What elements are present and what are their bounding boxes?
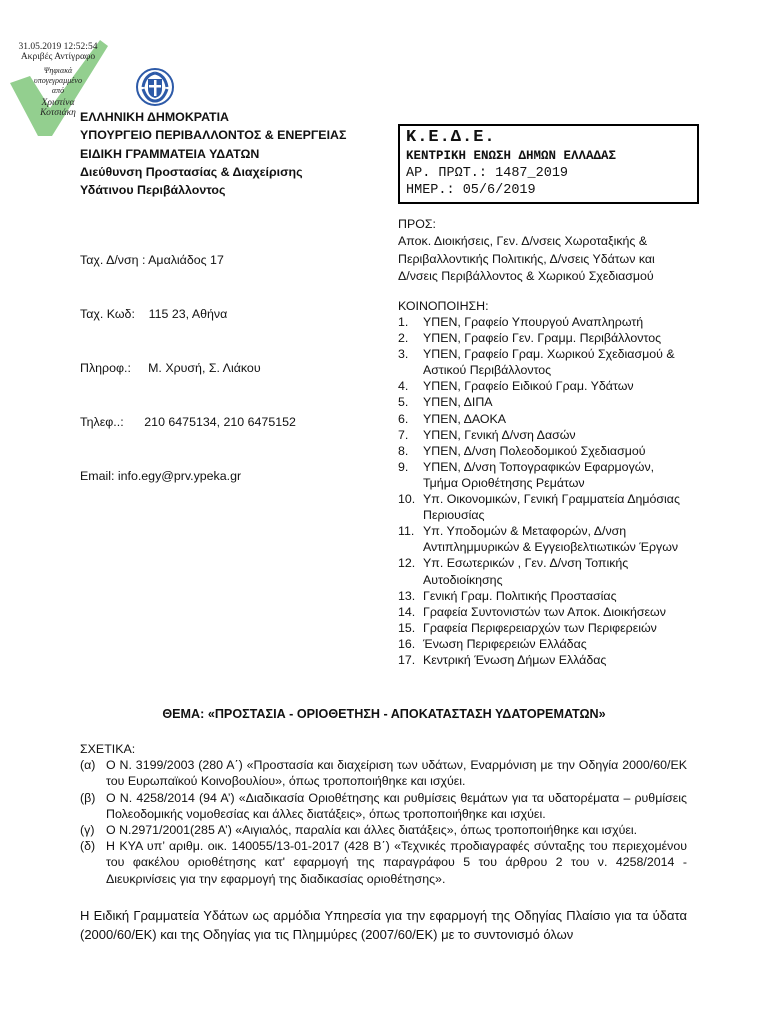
cc-item-number: 16. — [398, 636, 416, 651]
cc-item-text — [423, 523, 678, 555]
greek-coat-of-arms-icon — [135, 67, 175, 107]
cc-item-number: 7. — [398, 427, 409, 442]
cc-item — [398, 620, 718, 636]
reference-text: Η ΚΥΑ υπ’ αριθμ. οικ. 140055/13-01-2017 (428 Β΄) «Τεχνικές προδιαγραφές σύνταξης του περιεχομένου του φακέλου οριοθέτησης κατ' εφαρμογή της παραγράφου 5 του άρθρου 2 του ν. 4258/2014 - Διευκρινίσεις για την εφαρμογή της διαδικασίας οριοθέτησης». — [106, 839, 687, 886]
cc-item — [398, 604, 718, 620]
cc-item-text — [423, 620, 657, 636]
cc-item-line: Αστικού Περιβάλλοντος — [423, 363, 552, 378]
cc-item-number: 15. — [398, 620, 416, 635]
cc-item-text — [423, 604, 666, 620]
reference-label: (δ) — [80, 839, 96, 854]
recipient-line: Δ/νσεις Περιβάλλοντος & Χωρικού Σχεδιασμού — [398, 268, 654, 283]
cc-item-line: Περιουσίας — [423, 508, 485, 523]
stamp-protocol-number: ΑΡ. ΠΡΩΤ.: 1487_2019 — [406, 166, 569, 181]
cc-item — [398, 491, 718, 523]
cc-item — [398, 330, 718, 346]
cc-item-line: Αυτοδιοίκησης — [423, 572, 503, 587]
cc-item-line: ΥΠΕΝ, Γραφείο Γεν. Γραμμ. Περιβάλλοντος — [423, 331, 662, 346]
contact-phone: Τηλεφ..: 210 6475134, 210 6475152 — [80, 415, 296, 429]
reference-text: Ο Ν. 3199/2003 (280 Α΄) «Προστασία και διαχείριση των υδάτων, Εναρμόνιση με την Οδηγία 2000/60/ΕΚ του Ευρωπαϊκού Κοινοβουλίου», όπως τροποποιήθηκε και ισχύει. — [106, 758, 687, 789]
contact-address: Ταχ. Δ/νση : Αμαλιάδος 17 — [80, 253, 224, 267]
signature-certified-copy: Ακριβές Αντίγραφο — [20, 52, 96, 62]
cc-item-number: 9. — [398, 459, 409, 474]
cc-item-line: Υπ. Οικονομικών, Γενική Γραμματεία Δημόσιας — [423, 492, 680, 507]
cc-item — [398, 636, 718, 652]
related-label: ΣΧΕΤΙΚΑ: — [80, 742, 136, 756]
cc-item-number: 13. — [398, 588, 416, 603]
cc-item-text — [423, 636, 587, 652]
cc-item — [398, 427, 718, 443]
cc-item-line: Ένωση Περιφερειών Ελλάδας — [423, 636, 587, 651]
reference-item — [80, 822, 687, 838]
cc-item-text — [423, 346, 675, 378]
cc-item-number: 5. — [398, 395, 409, 410]
reference-label: (γ) — [80, 823, 95, 838]
cc-item-text — [423, 314, 643, 330]
cc-item-text — [423, 555, 628, 587]
cc-item-number: 10. — [398, 492, 416, 507]
cc-item-line: Γραφεία Περιφερειαρχών των Περιφερειών — [423, 620, 657, 635]
cc-item-number: 6. — [398, 411, 409, 426]
cc-item-number: 1. — [398, 315, 409, 329]
stamp-org: ΚΕΝΤΡΙΚΗ ΕΝΩΣΗ ΔΗΜΩΝ ΕΛΛΑΔΑΣ — [406, 149, 617, 163]
subject: ΘΕΜΑ: «ΠΡΟΣΤΑΣΙΑ - ΟΡΙΟΘΕΤΗΣΗ - ΑΠΟΚΑΤΑΣΤΑΣΗ ΥΔΑΤΟΡΕΜΑΤΩΝ» — [162, 707, 606, 721]
cc-item-line: ΥΠΕΝ, Δ/νση Τοπογραφικών Εφαρμογών, — [423, 459, 655, 474]
recipients-label: ΠΡΟΣ: — [398, 217, 436, 231]
cc-item — [398, 346, 718, 378]
cc-item-text — [423, 427, 576, 443]
cc-item-number: 12. — [398, 556, 416, 571]
reference-item — [80, 757, 687, 789]
cc-item — [398, 555, 718, 587]
stamp-date: ΗΜΕΡ.: 05/6/2019 — [406, 183, 536, 198]
registration-stamp — [398, 124, 699, 204]
related-references — [80, 741, 687, 887]
cc-label: ΚΟΙΝΟΠΟΙΗΣΗ: — [398, 299, 489, 313]
cc-item-number: 8. — [398, 443, 409, 458]
cc-item-number: 3. — [398, 347, 409, 362]
cc-item-text — [423, 588, 617, 604]
cc-item — [398, 523, 718, 555]
signature-signer: Χριστίνα Κοτσιάκη — [40, 98, 76, 118]
cc-item — [398, 588, 718, 604]
cc-item-text — [423, 330, 661, 346]
cc-item — [398, 394, 718, 410]
contact-details — [80, 215, 380, 503]
reference-text: Ο Ν.2971/2001(285 Α’) «Αιγιαλός, παραλία και άλλες διατάξεις», όπως τροποποιήθηκε και ισχύει. — [106, 823, 638, 838]
cc-item-line: Κεντρική Ένωση Δήμων Ελλάδας — [423, 652, 607, 667]
contact-info-persons: Πληροφ.: Μ. Χρυσή, Σ. Λιάκου — [80, 361, 261, 375]
cc-section — [398, 298, 718, 668]
cc-item — [398, 443, 718, 459]
reference-label: (β) — [80, 790, 96, 805]
cc-item-line: Γενική Γραμ. Πολιτικής Προστασίας — [423, 588, 617, 603]
recipients — [398, 216, 718, 285]
cc-item — [398, 378, 718, 394]
recipient-line: Περιβαλλοντικής Πολιτικής, Δ/νσεις Υδάτων και — [398, 251, 655, 266]
org-line: Διεύθυνση Προστασίας & Διαχείρισης — [80, 164, 303, 179]
cc-item-line: ΥΠΕΝ, Δ/νση Πολεοδομικού Σχεδιασμού — [423, 443, 646, 458]
signature-timestamp: 31.05.2019 12:52:54 — [18, 42, 98, 52]
cc-item-number: 14. — [398, 604, 416, 619]
cc-list — [398, 314, 718, 668]
cc-item-number: 2. — [398, 331, 409, 346]
body-paragraph: Η Ειδική Γραμματεία Υδάτων ως αρμόδια Υπηρεσία για την εφαρμογή της Οδηγίας Πλαίσιο για τα ύδατα (2000/60/ΕΚ) και της Οδηγίας για τις Πλημμύρες (2007/60/ΕΚ) με το συντονισμό όλων — [80, 908, 687, 942]
reference-item — [80, 838, 687, 887]
recipient-line: Αποκ. Διοικήσεις, Γεν. Δ/νσεις Χωροταξικής & — [398, 234, 648, 249]
cc-item-text — [423, 378, 634, 394]
org-line: ΕΙΔΙΚΗ ΓΡΑΜΜΑΤΕΙΑ ΥΔΑΤΩΝ — [80, 146, 260, 161]
cc-item — [398, 459, 718, 491]
reference-item — [80, 790, 687, 822]
cc-item-line: ΥΠΕΝ, Γραφείο Ειδικού Γραμ. Υδάτων — [423, 379, 634, 394]
reference-text: Ο Ν. 4258/2014 (94 Α’) «Διαδικασία Οριοθέτησης και ρυθμίσεις θεμάτων για τα υδατορέματα – ρυθμίσεις Πολεοδομικής νομοθεσίας και άλλες διατάξεις», όπως τροποποιήθηκε και ισχύει. — [106, 790, 687, 821]
issuing-authority — [80, 108, 380, 199]
cc-item-line: ΥΠΕΝ, ΔΙΠΑ — [423, 395, 493, 410]
cc-item — [398, 411, 718, 427]
org-line: ΥΠΟΥΡΓΕΙΟ ΠΕΡΙΒΑΛΛΟΝΤΟΣ & ΕΝΕΡΓΕΙΑΣ — [80, 128, 347, 143]
org-line: ΕΛΛΗΝΙΚΗ ΔΗΜΟΚΡΑΤΙΑ — [80, 110, 229, 124]
contact-email[interactable]: Email: info.egy@prv.ypeka.gr — [80, 469, 242, 483]
cc-item-text — [423, 459, 654, 491]
cc-item-line: Υπ. Εσωτερικών , Γεν. Δ/νση Τοπικής — [423, 556, 629, 571]
cc-item-number: 17. — [398, 652, 416, 667]
cc-item-line: Αντιπλημμυρικών & Εγγειοβελτιωτικών Έργων — [423, 540, 679, 555]
cc-item-text — [423, 652, 606, 668]
cc-item-text — [423, 443, 646, 459]
cc-item-line: Γραφεία Συντονιστών των Αποκ. Διοικήσεων — [423, 604, 666, 619]
cc-item-line: Τμήμα Οριοθέτησης Ρεμάτων — [423, 475, 585, 490]
cc-item — [398, 314, 718, 330]
cc-item-number: 11. — [398, 524, 415, 539]
cc-item-line: ΥΠΕΝ, Γραφείο Γραμ. Χωρικού Σχεδιασμού & — [423, 347, 675, 362]
stamp-title: Κ.Ε.Δ.Ε. — [406, 128, 496, 147]
cc-item-line: ΥΠΕΝ, ΔΑΟΚΑ — [423, 411, 507, 426]
cc-item-line: ΥΠΕΝ, Γενική Δ/νση Δασών — [423, 427, 576, 442]
reference-label: (α) — [80, 758, 96, 773]
cc-item-text — [423, 491, 680, 523]
contact-postcode: Ταχ. Κωδ: 115 23, Αθήνα — [80, 307, 228, 321]
cc-item-line: ΥΠΕΝ, Γραφείο Υπουργού Αναπληρωτή — [423, 315, 644, 329]
cc-item-number: 4. — [398, 379, 409, 394]
cc-item — [398, 652, 718, 668]
cc-item-text — [423, 394, 493, 410]
org-line: Υδάτινου Περιβάλλοντος — [80, 183, 226, 198]
signature-signed-by: Ψηφιακά υπογεγραμμένο από — [34, 66, 82, 95]
cc-item-line: Υπ. Υποδομών & Μεταφορών, Δ/νση — [423, 524, 627, 539]
cc-item-text — [423, 411, 506, 427]
